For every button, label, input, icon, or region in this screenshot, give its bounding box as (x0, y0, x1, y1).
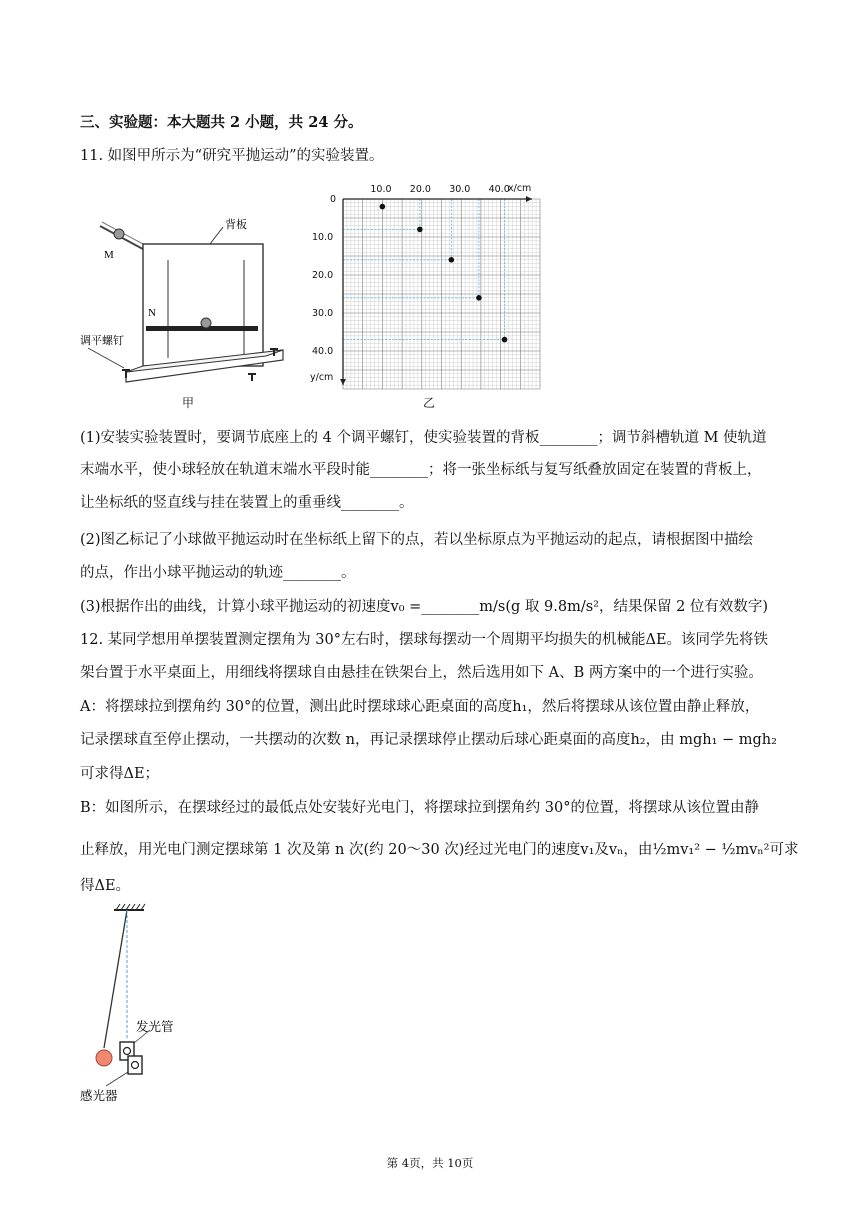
ball-on-track (114, 229, 124, 239)
q11-part1-line2: 末端水平，使小球轻放在轨道末端水平段时能________；将一张坐标纸与复写纸叠放固定在装置的背板上， (80, 462, 762, 478)
label-n: N (148, 307, 156, 319)
origin-label: 0 (330, 194, 337, 205)
page-footer: 第 4页，共 10页 (386, 1156, 474, 1170)
q11-part3: (3)根据作出的曲线，计算小球平抛运动的初速度v₀ =________m/s(g 取 9.8m/s²，结果保留 2 位有效数字) (80, 599, 769, 615)
photogate-sensor (128, 1056, 142, 1074)
ball-on-plate (201, 318, 211, 328)
q12-option-a-line2: 记录摆球直至停止摆动，一共摆动的次数 n，再记录摆球停止摆动后球心距桌面的高度h₂，由 mgh₁ − mgh₂ (80, 732, 777, 748)
q11-stem: 11. 如图甲所示为“研究平抛运动”的实验装置。 (80, 148, 384, 164)
section-heading: 三、实验题：本大题共 2 小题，共 24 分。 (80, 114, 363, 131)
y-unit-label: y/cm (310, 372, 334, 383)
data-point (476, 295, 482, 301)
data-point (449, 257, 455, 263)
label-emitter: 发光管 (136, 1019, 174, 1034)
y-tick-label: 10.0 (312, 232, 334, 243)
label-sensor: 感光器 (80, 1088, 118, 1103)
q12-option-a-line1: A：将摆球拉到摆角约 30°的位置，测出此时摆球球心距桌面的高度h₁，然后将摆球从该位置由静止释放， (80, 699, 760, 715)
x-tick-label: 40.0 (488, 184, 510, 195)
q11-part1-line3: 让坐标纸的竖直线与挂在装置上的重垂线________。 (80, 495, 414, 511)
y-tick-label: 30.0 (312, 308, 334, 319)
q11-part2-line1: (2)图乙标记了小球做平抛运动时在坐标纸上留下的点，若以坐标原点为平抛运动的起点，请根据图中描绘 (80, 532, 754, 548)
figure-trajectory-plot (300, 180, 550, 392)
q11-part1-line1: (1)安装实验装置时，要调节底座上的 4 个调平螺钉，使实验装置的背板________；调节斜槽轨道 M 使轨道 (80, 430, 767, 446)
figure-pendulum (78, 900, 228, 1112)
x-tick-label: 10.0 (370, 184, 392, 195)
label-backboard: 背板 (225, 219, 247, 231)
y-tick-label: 20.0 (312, 270, 334, 281)
q12-option-b-line2: 止释放，用光电门测定摆球第 1 次及第 n 次(约 20～30 次)经过光电门的速度v₁及vₙ，由½mv₁² − ½mvₙ²可求 (80, 842, 799, 858)
y-axis-arrow (340, 379, 346, 385)
figure-apparatus (78, 210, 293, 410)
q12-line2: 架台置于水平桌面上，用细线将摆球自由悬挂在铁架台上，然后选用如下 A、B 两方案中的一个进行实验。 (80, 665, 763, 681)
caption-yi: 乙 (423, 396, 436, 410)
x-tick-label: 20.0 (409, 184, 431, 195)
label-screw: 调平螺钉 (80, 335, 124, 347)
data-point (417, 227, 423, 233)
pendulum-bob (96, 1050, 112, 1066)
q12-line1: 12. 某同学想用单摆装置测定摆角为 30°左右时，摆球每摆动一个周期平均损失的机械能ΔE。该同学先将铁 (80, 632, 769, 648)
x-axis-arrow (526, 196, 532, 202)
data-point (380, 204, 386, 210)
backboard (143, 244, 263, 366)
q12-option-a-line3: 可求得ΔE； (80, 766, 160, 782)
pendulum-string (104, 910, 127, 1048)
y-tick-label: 40.0 (312, 346, 334, 357)
q12-option-b-line3: 得ΔE。 (80, 878, 131, 894)
x-tick-label: 30.0 (449, 184, 471, 195)
q12-option-b-line1: B：如图所示，在摆球经过的最低点处安装好光电门，将摆球拉到摆角约 30°的位置，将摆球从该位置由静 (80, 800, 759, 816)
x-unit-label: x/cm (508, 183, 532, 194)
label-m: M (104, 249, 114, 261)
data-point (502, 337, 508, 343)
caption-jia: 甲 (182, 396, 195, 410)
q11-part2-line2: 的点，作出小球平抛运动的轨迹________。 (80, 565, 356, 581)
